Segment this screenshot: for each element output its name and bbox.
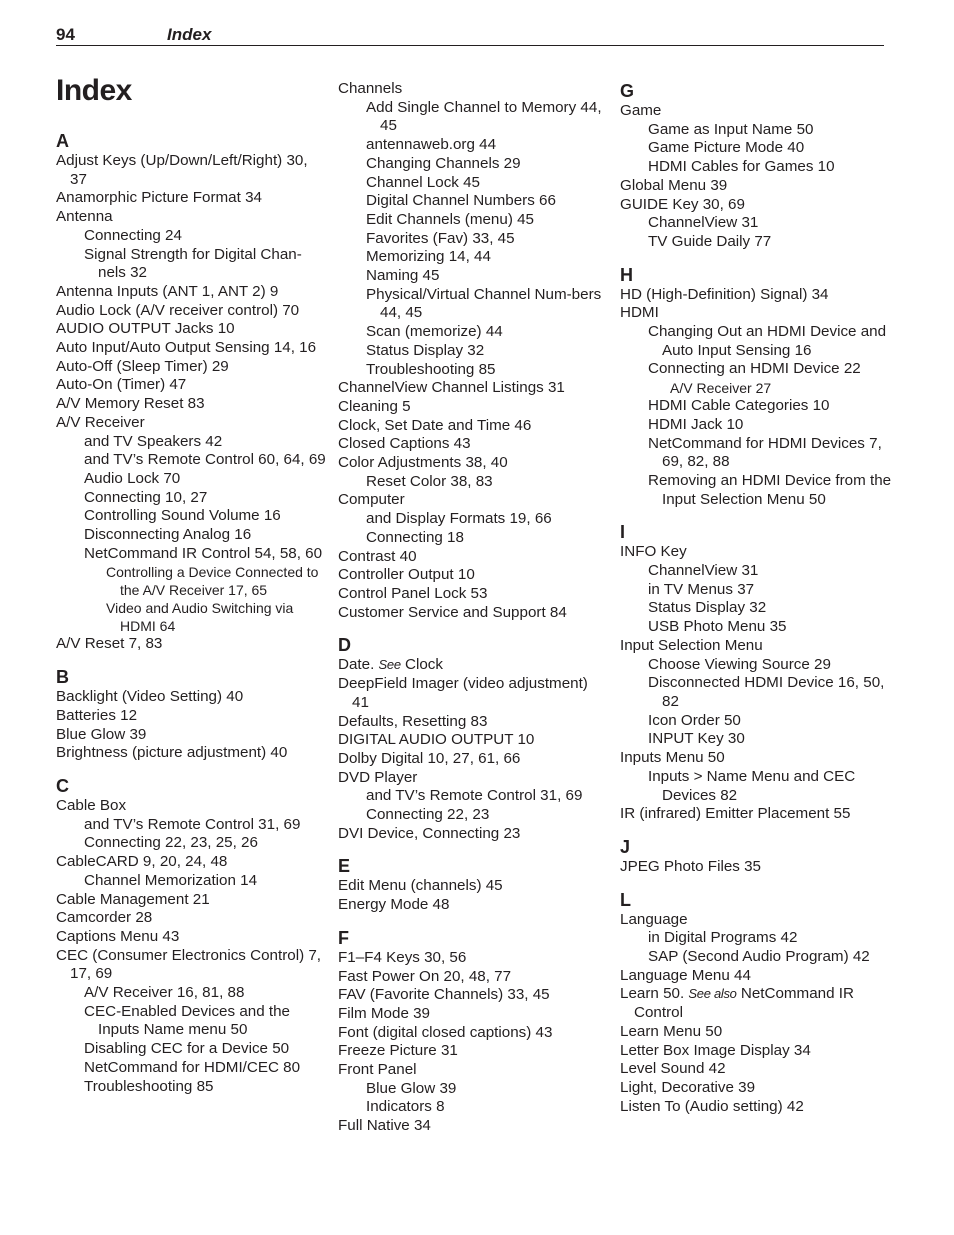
section-letter: J [620, 836, 631, 857]
index-entry: IR (infrared) Emitter Placement 55 [620, 805, 851, 823]
see-reference: See [378, 657, 401, 673]
section-letter: H [620, 264, 633, 285]
index-entry: Dolby Digital 10, 27, 61, 66 [338, 749, 521, 767]
section-letter: B [56, 667, 69, 688]
index-entry: Language [620, 910, 688, 928]
index-entry: Cleaning 5 [338, 397, 411, 415]
running-title: Index [167, 25, 212, 44]
index-subentry: Removing an HDMI Device from the Input Selection Menu 50 [648, 471, 892, 508]
page-title: Index [56, 74, 132, 107]
index-entry: Customer Service and Support 84 [338, 603, 567, 621]
section-letter: F [338, 927, 349, 948]
index-entry: Adjust Keys (Up/Down/Left/Right) 30, 37 [56, 152, 308, 188]
index-subentry: and TV’s Remote Control 31, 69 [366, 787, 583, 805]
index-entry: Captions Menu 43 [56, 927, 180, 945]
index-entry [620, 985, 895, 1022]
index-subentry: Status Display 32 [366, 341, 485, 359]
index-column-3 [620, 80, 895, 1116]
index-entry: Controller Output 10 [338, 566, 475, 584]
index-subentry: Disabling CEC for a Device 50 [84, 1040, 290, 1058]
index-subentry: Physical/Virtual Channel Num-bers 44, 45 [366, 285, 602, 322]
index-subentry: Indicators 8 [366, 1098, 445, 1116]
index-subentry: Changing Out an HDMI Device and Auto Input Sensing 16 [648, 323, 887, 359]
index-entry: Blue Glow 39 [56, 725, 147, 743]
index-entry: A/V Memory Reset 83 [56, 395, 205, 413]
index-entry: Control Panel Lock 53 [338, 584, 488, 602]
index-subentry: Changing Channels 29 [366, 154, 521, 172]
index-subentry: NetCommand for HDMI/CEC 80 [84, 1058, 301, 1076]
index-entry: Cable Box [56, 796, 127, 814]
entry-text: Date. [338, 656, 375, 674]
index-entry: DVI Device, Connecting 23 [338, 824, 521, 842]
index-subentry: Troubleshooting 85 [84, 1077, 214, 1095]
section-letter: L [620, 889, 631, 910]
index-entry: Auto-On (Timer) 47 [56, 376, 187, 394]
index-entry: Closed Captions 43 [338, 435, 471, 453]
index-subentry: HDMI Jack 10 [648, 415, 744, 433]
index-entry: Defaults, Resetting 83 [338, 712, 488, 730]
index-entry: Antenna Inputs (ANT 1, ANT 2) 9 [56, 282, 279, 300]
page-header [56, 24, 884, 46]
index-subentry: Connecting 18 [366, 528, 464, 546]
index-subentry: Disconnected HDMI Device 16, 50, 82 [648, 674, 885, 710]
index-subentry: Digital Channel Numbers 66 [366, 192, 556, 210]
index-entry: Full Native 34 [338, 1117, 431, 1135]
index-subentry: Naming 45 [366, 267, 440, 285]
section-letter: E [338, 856, 351, 877]
index-subentry: Edit Channels (menu) 45 [366, 210, 534, 228]
index-entry: A/V Reset 7, 83 [56, 635, 163, 653]
index-entry: Font (digital closed captions) 43 [338, 1023, 553, 1041]
index-entry: Anamorphic Picture Format 34 [56, 189, 262, 207]
index-subentry: Channel Lock 45 [366, 173, 480, 191]
index-entry: Color Adjustments 38, 40 [338, 454, 508, 472]
index-entry: Inputs Menu 50 [620, 749, 725, 767]
index-entry: INFO Key [620, 543, 687, 561]
index-subentry: Connecting 22, 23 [366, 806, 490, 824]
index-subentry: USB Photo Menu 35 [648, 618, 787, 636]
index-entry: Edit Menu (channels) 45 [338, 877, 503, 895]
index-subentry: Game Picture Mode 40 [648, 139, 805, 157]
index-entry: DIGITAL AUDIO OUTPUT 10 [338, 731, 535, 749]
index-subentry: and TV’s Remote Control 60, 64, 69 [84, 451, 326, 469]
index-entry: Freeze Picture 31 [338, 1042, 458, 1060]
index-entry: HD (High-Definition) Signal) 34 [620, 285, 829, 303]
section-letter: G [620, 81, 635, 101]
index-subentry: Scan (memorize) 44 [366, 323, 503, 341]
index-subentry: Connecting an HDMI Device 22 [648, 360, 861, 378]
index-entry: CableCARD 9, 20, 24, 48 [56, 853, 228, 871]
index-entry: AUDIO OUTPUT Jacks 10 [56, 320, 235, 338]
index-entry: Clock, Set Date and Time 46 [338, 416, 532, 434]
index-entry [338, 656, 608, 675]
index-subentry: ChannelView 31 [648, 214, 759, 232]
index-subentry: A/V Receiver 27 [670, 380, 772, 397]
index-entry: Input Selection Menu [620, 636, 763, 654]
index-subentry: Choose Viewing Source 29 [648, 655, 831, 673]
see-target: NetCommand IR Control [634, 985, 854, 1022]
index-subentry: ChannelView 31 [648, 562, 759, 580]
index-column-1 [56, 130, 326, 1096]
index-entry: Level Sound 42 [620, 1060, 726, 1078]
index-subentry: in TV Menus 37 [648, 580, 755, 598]
index-entry: Auto-Off (Sleep Timer) 29 [56, 357, 229, 375]
index-column-2 [338, 80, 608, 1136]
entry-text: Learn 50. [620, 985, 685, 1003]
index-subentry: Connecting 10, 27 [84, 488, 208, 506]
index-subentry: A/V Receiver 16, 81, 88 [84, 984, 245, 1002]
index-subentry: Status Display 32 [648, 599, 767, 617]
index-entry: ChannelView Channel Listings 31 [338, 379, 565, 397]
page-number: 94 [56, 25, 75, 44]
index-entry: Light, Decorative 39 [620, 1078, 756, 1096]
index-entry: Brightness (picture adjustment) 40 [56, 744, 288, 762]
index-subentry: TV Guide Daily 77 [648, 232, 772, 250]
section-letter: A [56, 131, 69, 151]
index-entry: HDMI [620, 304, 659, 322]
index-entry: Camcorder 28 [56, 909, 153, 927]
index-subentry: Blue Glow 39 [366, 1079, 457, 1097]
index-subentry: CEC-Enabled Devices and the Inputs Name menu 50 [84, 1002, 290, 1039]
index-entry: Contrast 40 [338, 547, 417, 565]
index-subentry: Favorites (Fav) 33, 45 [366, 229, 515, 247]
index-subentry: Channel Memorization 14 [84, 871, 258, 889]
section-letter: C [56, 775, 69, 796]
index-entry: Batteries 12 [56, 706, 138, 724]
index-subentry: antennaweb.org 44 [366, 136, 497, 154]
index-subentry: and TV’s Remote Control 31, 69 [84, 815, 301, 833]
index-subentry: Audio Lock 70 [84, 469, 181, 487]
index-subentry: NetCommand IR Control 54, 58, 60 [84, 544, 323, 562]
index-subentry: Disconnecting Analog 16 [84, 526, 252, 544]
index-entry: Listen To (Audio setting) 42 [620, 1097, 804, 1115]
index-entry: Computer [338, 491, 405, 509]
index-subentry: Icon Order 50 [648, 711, 741, 729]
index-subentry: NetCommand for HDMI Devices 7, 69, 82, 88 [648, 434, 882, 471]
index-entry: Channels [338, 80, 403, 97]
index-entry: A/V Receiver [56, 413, 145, 431]
see-reference: See also [688, 986, 737, 1002]
index-subentry: Troubleshooting 85 [366, 360, 496, 378]
index-entry: Auto Input/Auto Output Sensing 14, 16 [56, 339, 317, 357]
index-subentry: Inputs > Name Menu and CEC Devices 82 [648, 767, 856, 804]
index-entry: Game [620, 102, 662, 119]
index-subentry: and Display Formats 19, 66 [366, 510, 552, 528]
see-target: Clock [405, 656, 443, 674]
index-subentry: and TV Speakers 42 [84, 432, 223, 450]
index-subentry: Reset Color 38, 83 [366, 472, 493, 490]
index-subentry: Memorizing 14, 44 [366, 248, 491, 266]
index-entry: Film Mode 39 [338, 1004, 431, 1022]
index-entry: Antenna [56, 208, 113, 226]
index-subentry: HDMI Cable Categories 10 [648, 397, 830, 415]
index-subentry: Controlling Sound Volume 16 [84, 507, 281, 525]
index-subentry: Controlling a Device Connected to the A/V Receiver 17, 65 [106, 564, 319, 599]
index-entry: DeepField Imager (video adjustment) 41 [338, 675, 588, 711]
index-subentry: HDMI Cables for Games 10 [648, 158, 835, 176]
index-entry: FAV (Favorite Channels) 33, 45 [338, 986, 550, 1004]
index-subentry: Add Single Channel to Memory 44, 45 [366, 98, 602, 135]
index-entry: F1–F4 Keys 30, 56 [338, 948, 467, 966]
index-subentry: SAP (Second Audio Program) 42 [648, 948, 870, 966]
section-letter: D [338, 635, 351, 656]
index-entry: CEC (Consumer Electronics Control) 7, 17, 69 [56, 946, 322, 983]
index-subentry: Connecting 24 [84, 226, 182, 244]
index-entry: Cable Management 21 [56, 890, 210, 908]
section-letter: I [620, 522, 626, 543]
index-entry: Letter Box Image Display 34 [620, 1041, 811, 1059]
index-entry: Backlight (Video Setting) 40 [56, 688, 244, 706]
index-subentry: Connecting 22, 23, 25, 26 [84, 834, 258, 852]
index-subentry: in Digital Programs 42 [648, 929, 798, 947]
index-subentry: Video and Audio Switching via HDMI 64 [106, 600, 294, 635]
index-entry: Energy Mode 48 [338, 896, 450, 914]
index-entry: Audio Lock (A/V receiver control) 70 [56, 301, 300, 319]
index-entry: Language Menu 44 [620, 966, 751, 984]
index-entry: JPEG Photo Files 35 [620, 857, 761, 875]
index-entry: DVD Player [338, 768, 418, 786]
index-entry: Global Menu 39 [620, 176, 728, 194]
index-subentry: Game as Input Name 50 [648, 120, 814, 138]
index-subentry: Signal Strength for Digital Chan-nels 32 [84, 245, 302, 282]
index-entry: Front Panel [338, 1061, 417, 1079]
index-subentry: INPUT Key 30 [648, 730, 745, 748]
index-entry: Fast Power On 20, 48, 77 [338, 967, 512, 985]
index-entry: Learn Menu 50 [620, 1022, 723, 1040]
index-entry: GUIDE Key 30, 69 [620, 195, 745, 213]
